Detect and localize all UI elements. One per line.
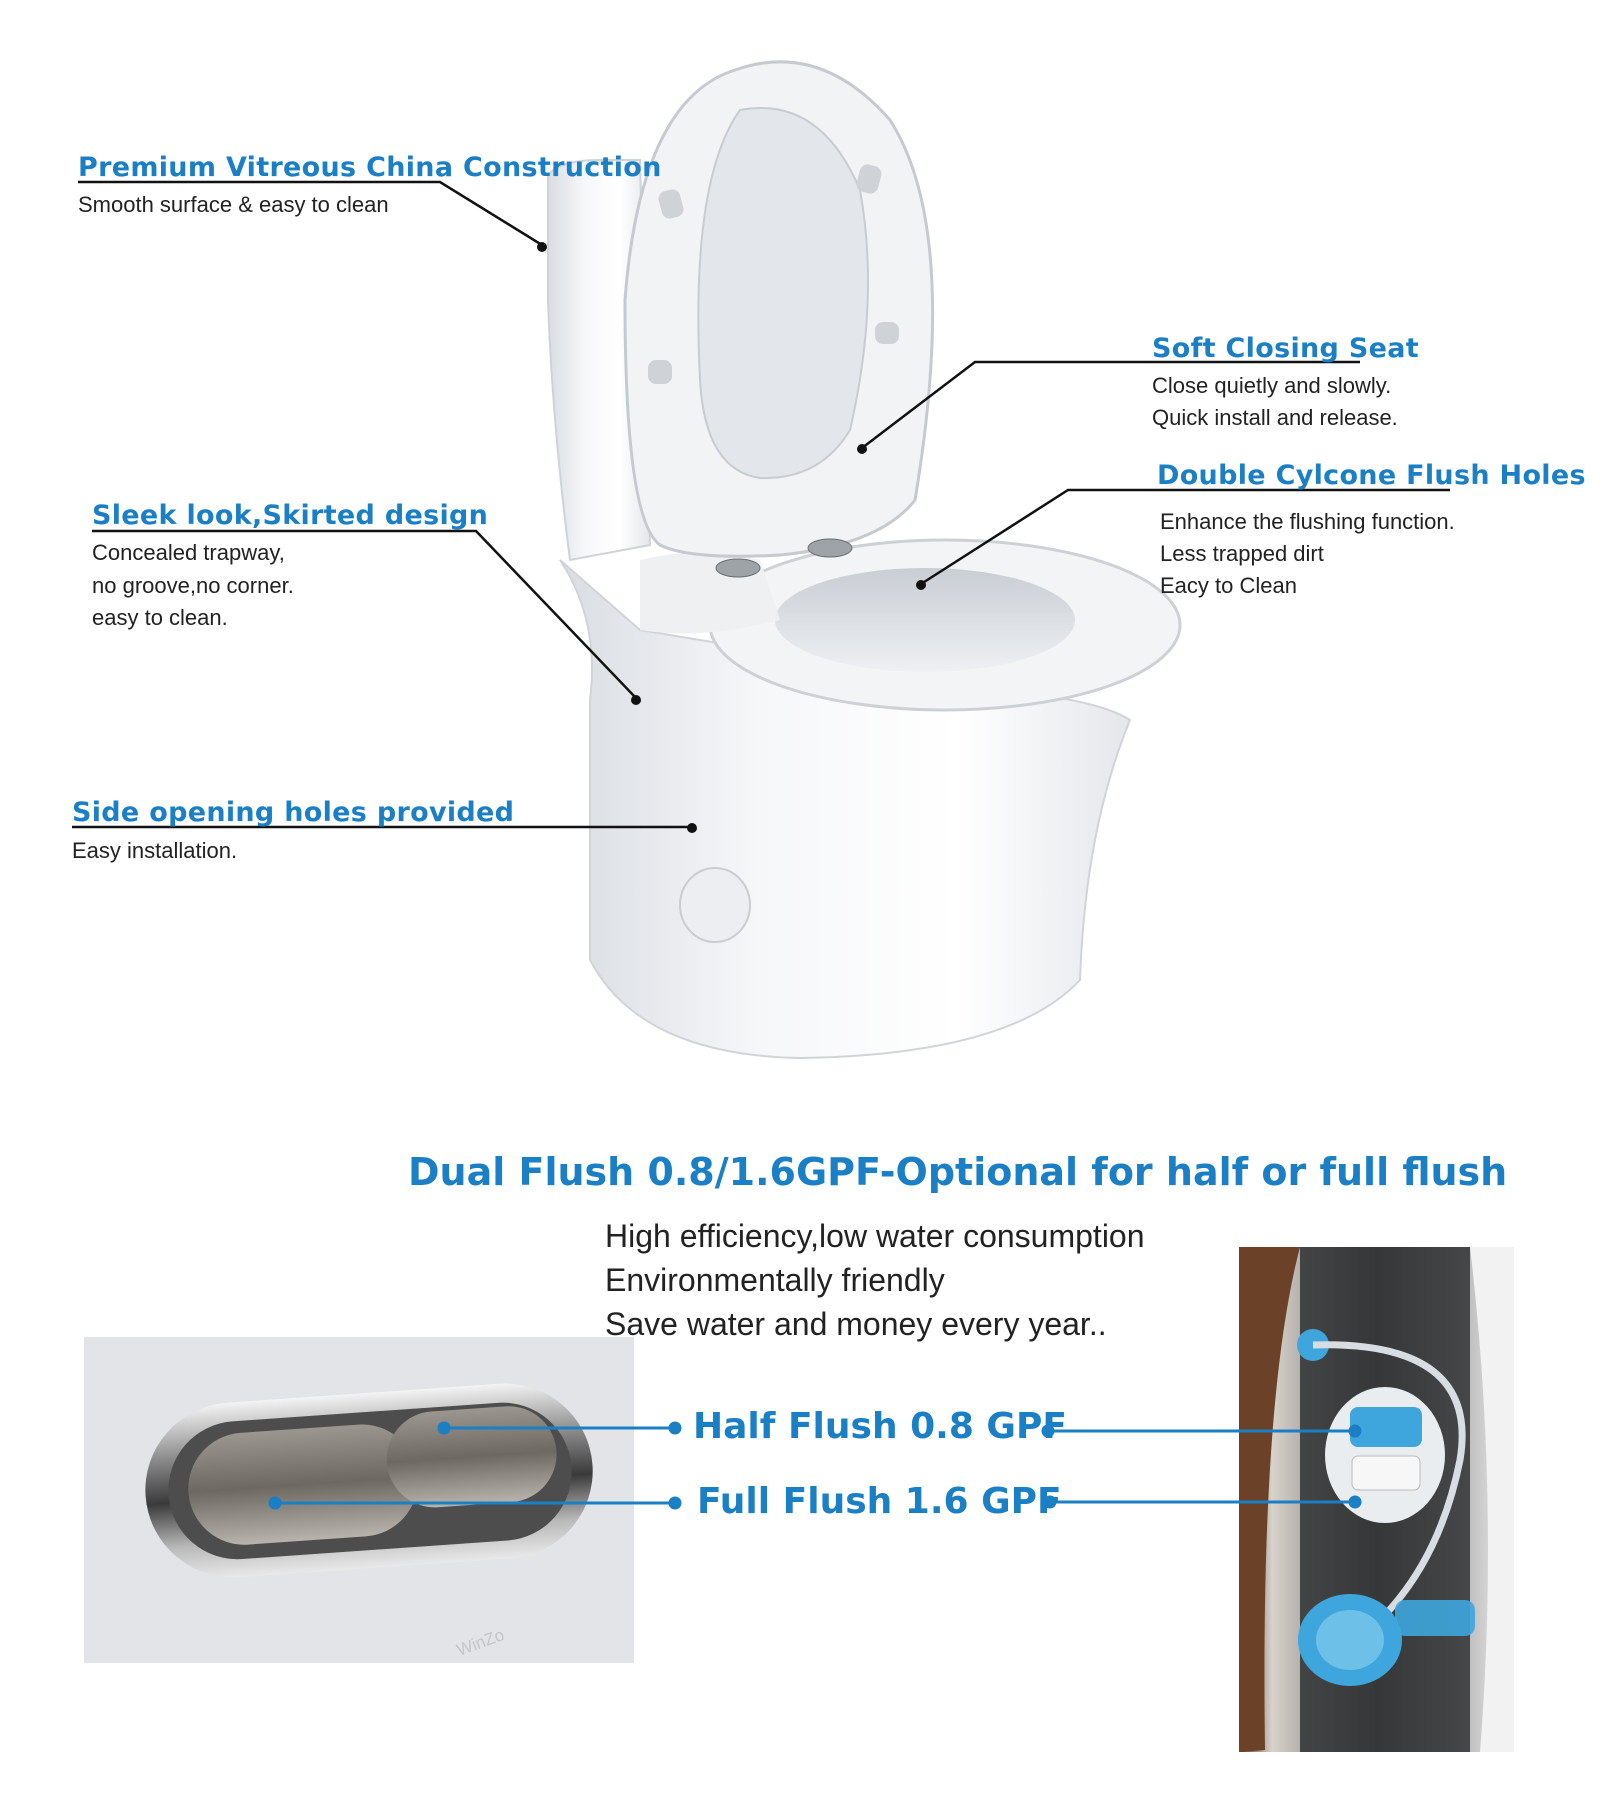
feature-desc-skirted-3: easy to clean. xyxy=(92,605,228,630)
brand-engraving: WinZo xyxy=(454,1625,507,1660)
feature-desc-skirted-1: Concealed trapway, xyxy=(92,540,285,565)
benefit-line-1: High efficiency,low water consumption xyxy=(605,1218,1145,1254)
feature-title-cyclone-flush: Double Cylcone Flush Holes xyxy=(1157,460,1586,491)
feature-title-skirted-design: Sleek look,Skirted design xyxy=(92,500,489,531)
toilet-image xyxy=(548,62,1180,1058)
feature-desc-cyclone-1: Enhance the flushing function. xyxy=(1160,509,1455,534)
feature-title-vitreous-china: Premium Vitreous China Construction xyxy=(78,152,662,183)
feature-desc-cyclone-3: Eacy to Clean xyxy=(1160,573,1297,598)
feature-desc-soft-closing-1: Close quietly and slowly. xyxy=(1152,373,1392,398)
dual-flush-heading: Dual Flush 0.8/1.6GPF-Optional for half or full flush xyxy=(408,1150,1508,1194)
benefit-line-2: Environmentally friendly xyxy=(605,1262,945,1298)
feature-desc-side-holes: Easy installation. xyxy=(72,838,238,863)
feature-desc-cyclone-2: Less trapped dirt xyxy=(1160,541,1324,566)
feature-title-soft-closing-seat: Soft Closing Seat xyxy=(1152,333,1419,364)
feature-desc-vitreous-china: Smooth surface & easy to clean xyxy=(78,192,389,217)
feature-desc-soft-closing-2: Quick install and release. xyxy=(1152,405,1398,430)
flush-button-image xyxy=(84,1337,634,1663)
benefit-line-3: Save water and money every year.. xyxy=(605,1306,1107,1342)
half-flush-label: Half Flush 0.8 GPF xyxy=(693,1406,1067,1447)
feature-title-side-holes: Side opening holes provided xyxy=(72,797,515,828)
full-flush-label: Full Flush 1.6 GPF xyxy=(697,1481,1062,1522)
tank-interior-image xyxy=(1239,1247,1514,1752)
feature-desc-skirted-2: no groove,no corner. xyxy=(92,573,294,598)
